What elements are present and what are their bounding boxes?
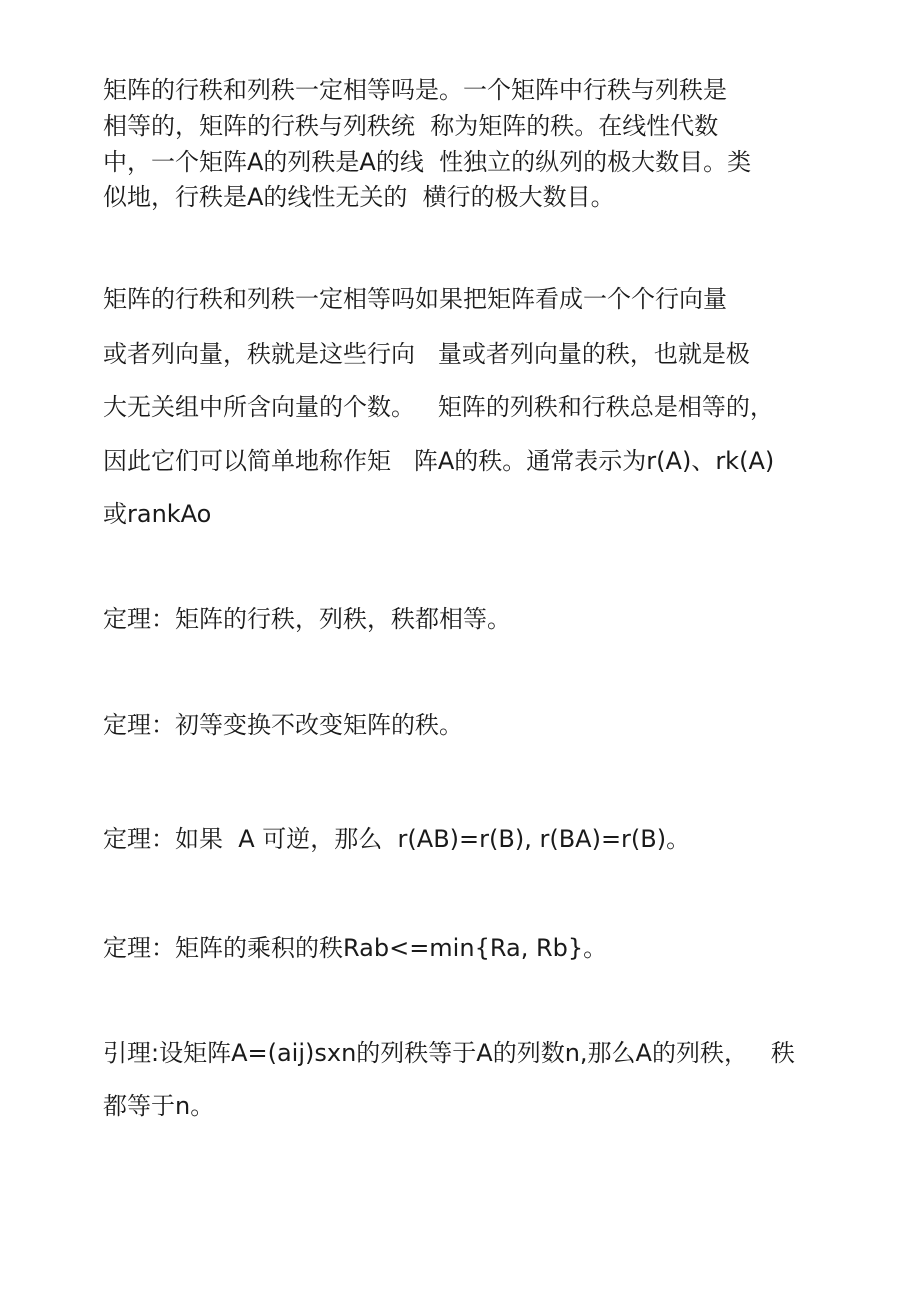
paragraph-1-line-1: 矩阵的行秩和列秩一定相等吗是。一个矩阵中行秩与列秩是 [103,76,727,104]
lemma-line-2: 都等于n。 [103,1092,215,1120]
paragraph-2-line-5: 或rankAo [103,500,212,528]
paragraph-2-line-4: 因此它们可以简单地称作矩 阵A的秩。通常表示为r(A)、rk(A) [103,447,775,475]
paragraph-1-line-2: 相等的，矩阵的行秩与列秩统 称为矩阵的秩。在线性代数 [103,112,719,140]
paragraph-2-line-3: 大无关组中所含向量的个数。 矩阵的列秩和行秩总是相等的， [103,393,774,421]
paragraph-1-line-4: 似地，行秩是A的线性无关的 横行的极大数目。 [103,183,615,211]
paragraph-2-line-1: 矩阵的行秩和列秩一定相等吗如果把矩阵看成一个个行向量 [103,285,727,313]
theorem-4: 定理：矩阵的乘积的秩Rab<=min{Ra, Rb}。 [103,934,608,962]
theorem-1: 定理：矩阵的行秩，列秩，秩都相等。 [103,605,511,633]
paragraph-2-line-2: 或者列向量，秩就是这些行向 量或者列向量的秩，也就是极 [103,340,750,368]
lemma-line-1: 引理:设矩阵A=(aij)sxn的列秩等于A的列数n,那么A的列秩， 秩 [103,1039,795,1067]
paragraph-1-line-3: 中，一个矩阵A的列秩是A的线 性独立的纵列的极大数目。类 [103,148,752,176]
theorem-2: 定理：初等变换不改变矩阵的秩。 [103,711,463,739]
theorem-3: 定理：如果 A 可逆，那么 r(AB)=r(B), r(BA)=r(B)。 [103,825,691,853]
